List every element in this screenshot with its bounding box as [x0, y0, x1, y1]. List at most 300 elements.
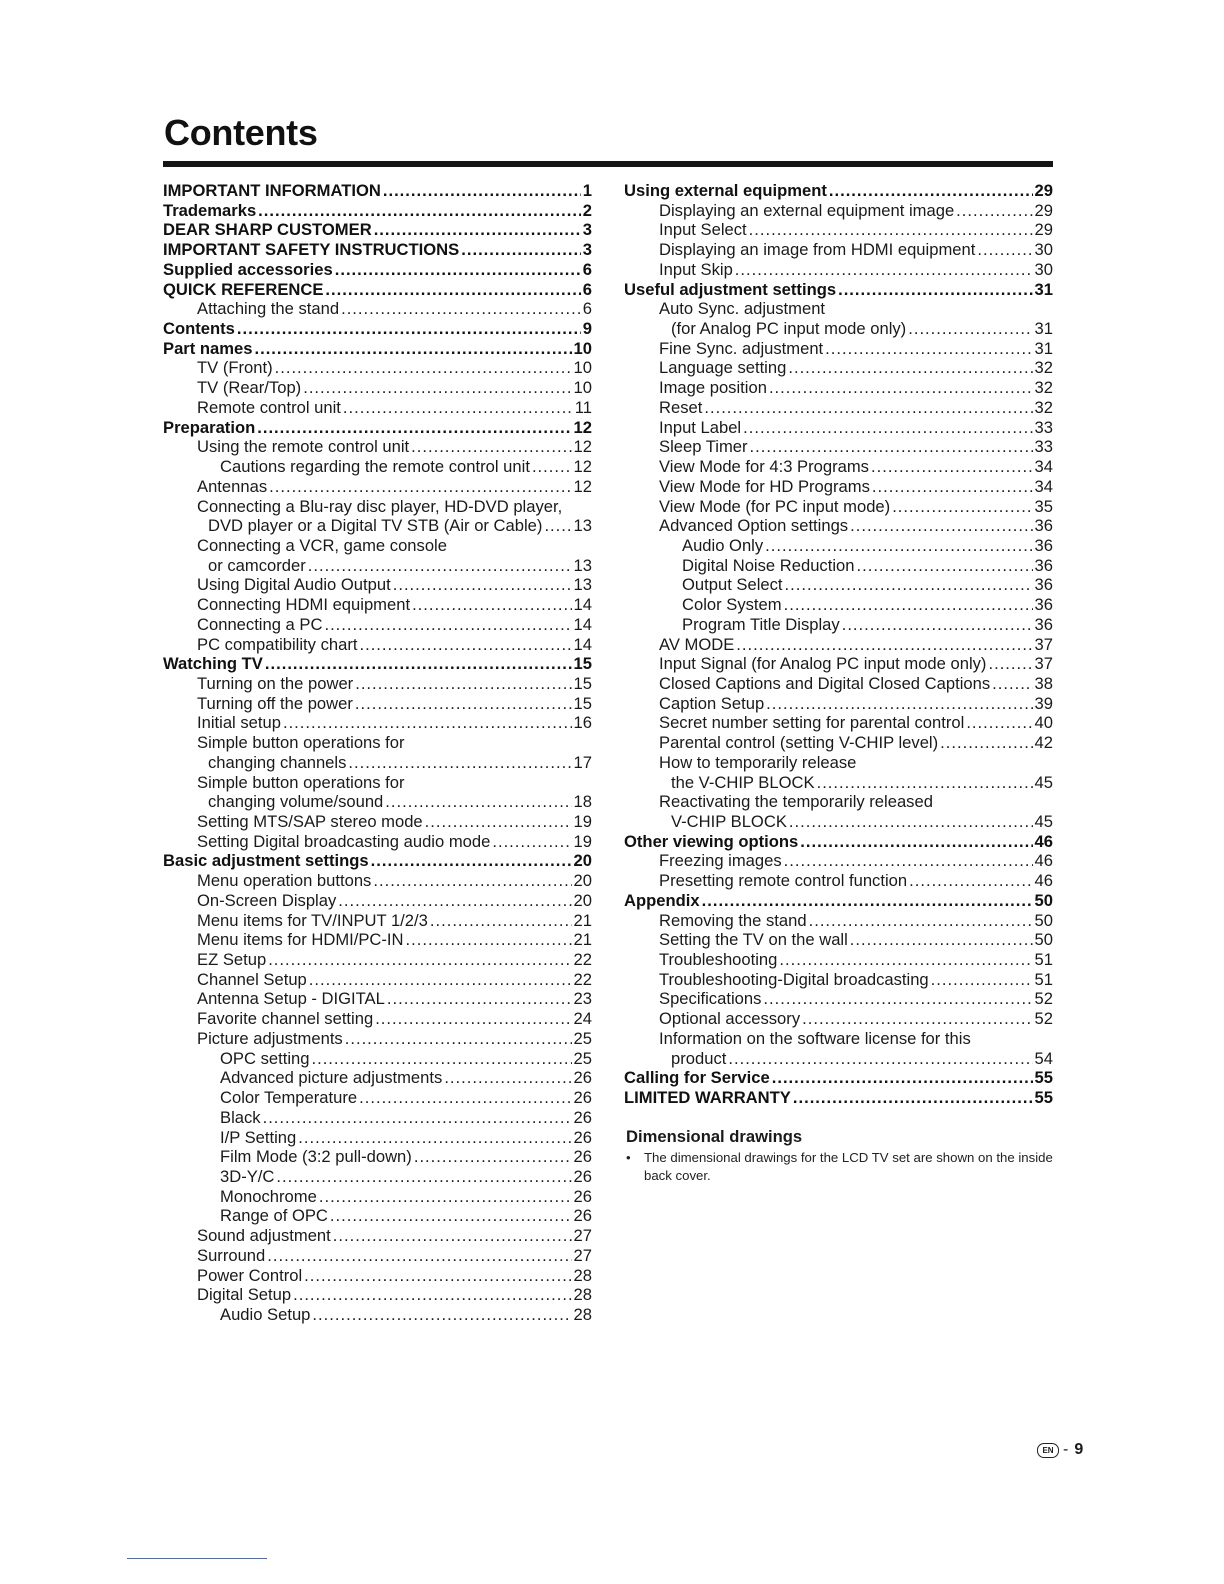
toc-entry-title: Advanced Option settings — [659, 516, 849, 536]
toc-entry-title: changing volume/sound — [208, 792, 384, 812]
toc-section-entry[interactable] — [163, 851, 592, 871]
toc-entry[interactable] — [163, 891, 592, 911]
toc-entry[interactable] — [624, 595, 1053, 615]
toc-section-entry[interactable] — [624, 1068, 1053, 1088]
toc-leader-dots — [414, 1147, 572, 1167]
toc-entry-title: Remote control unit — [197, 397, 341, 417]
toc-leader-dots — [956, 201, 1032, 221]
toc-section-entry[interactable] — [624, 280, 1053, 300]
toc-entry-title: Surround — [197, 1245, 266, 1265]
toc-entry-title: EZ Setup — [197, 950, 267, 970]
toc-entry-page: 13 — [573, 555, 592, 575]
toc-entry-page: 12 — [573, 437, 592, 457]
toc-entry-title: Useful adjustment settings — [624, 279, 837, 299]
toc-leader-dots — [374, 220, 581, 240]
toc-leader-dots — [343, 398, 573, 418]
toc-entry[interactable] — [624, 575, 1053, 595]
toc-entry-title: Preparation — [163, 417, 256, 437]
toc-entry[interactable] — [163, 773, 592, 793]
toc-leader-dots — [338, 891, 571, 911]
toc-entry[interactable] — [624, 201, 1053, 221]
toc-entry-title: (for Analog PC input mode only) — [671, 319, 907, 339]
toc-entry-title: Freezing images — [659, 851, 782, 871]
toc-entry-title: Using Digital Audio Output — [197, 575, 391, 595]
toc-entry-page: 12 — [573, 476, 592, 496]
toc-entry-page: 15 — [573, 654, 592, 674]
toc-entry[interactable] — [163, 1305, 592, 1325]
toc-leader-dots — [324, 615, 571, 635]
toc-entry[interactable] — [624, 989, 1053, 1009]
toc-entry[interactable] — [163, 1285, 592, 1305]
toc-section-entry[interactable] — [624, 832, 1053, 852]
toc-entry-page: 6 — [582, 299, 592, 319]
toc-entry-page: 2 — [582, 200, 592, 220]
toc-leader-dots — [728, 1049, 1032, 1069]
toc-leader-dots — [850, 930, 1033, 950]
toc-entry[interactable] — [163, 477, 592, 497]
toc-entry-title: Displaying an image from HDMI equipment — [659, 240, 976, 260]
toc-leader-dots — [333, 1226, 572, 1246]
toc-leader-dots — [788, 358, 1032, 378]
toc-entry[interactable] — [624, 930, 1053, 950]
toc-entry[interactable] — [163, 457, 592, 477]
toc-leader-dots — [411, 437, 571, 457]
dimensional-drawings-note-text: The dimensional drawings for the LCD TV set are shown on the inside back cover. — [644, 1150, 1053, 1183]
toc-entry-page: 32 — [1034, 378, 1053, 398]
toc-entry[interactable] — [624, 260, 1053, 280]
toc-entry[interactable] — [624, 1029, 1053, 1049]
toc-section-entry[interactable] — [624, 1088, 1053, 1108]
toc-entry-page: 16 — [573, 713, 592, 733]
toc-leader-dots — [275, 358, 572, 378]
toc-entry[interactable] — [624, 792, 1053, 812]
toc-entry-page: 20 — [573, 890, 592, 910]
toc-entry-page: 19 — [573, 831, 592, 851]
toc-entry[interactable] — [624, 1009, 1053, 1029]
toc-entry[interactable] — [624, 437, 1053, 457]
toc-section-entry[interactable] — [163, 339, 592, 359]
toc-entry[interactable] — [624, 970, 1053, 990]
toc-entry-title: PC compatibility chart — [197, 634, 358, 654]
toc-entry-title: Digital Noise Reduction — [682, 555, 855, 575]
toc-entry-page: 36 — [1034, 595, 1053, 615]
toc-entry-title: Initial setup — [197, 713, 281, 733]
toc-entry-title: Input Skip — [659, 259, 733, 279]
toc-entry[interactable] — [163, 1187, 592, 1207]
toc-entry-title: Attaching the stand — [197, 299, 340, 319]
toc-leader-dots — [871, 457, 1033, 477]
toc-leader-dots — [345, 1029, 572, 1049]
toc-entry-page: 46 — [1034, 871, 1053, 891]
toc-entry[interactable] — [163, 378, 592, 398]
toc-leader-dots — [325, 280, 580, 300]
toc-entry-title: Auto Sync. adjustment — [659, 299, 826, 319]
toc-entry[interactable] — [624, 674, 1053, 694]
toc-leader-dots — [375, 1009, 571, 1029]
toc-entry[interactable] — [163, 1266, 592, 1286]
toc-entry-page: 26 — [573, 1147, 592, 1167]
toc-entry[interactable] — [624, 615, 1053, 635]
toc-leader-dots — [444, 1068, 571, 1088]
toc-entry-page: 35 — [1034, 496, 1053, 516]
toc-leader-dots — [735, 260, 1033, 280]
toc-entry[interactable] — [624, 871, 1053, 891]
toc-entry[interactable] — [163, 1128, 592, 1148]
toc-entry-page: 27 — [573, 1245, 592, 1265]
toc-entry[interactable] — [163, 615, 592, 635]
toc-entry-title: Information on the software license for this — [659, 1028, 971, 1048]
toc-entry-title: Using external equipment — [624, 181, 827, 200]
toc-leader-dots — [784, 595, 1033, 615]
toc-entry-title: Reactivating the temporarily released — [659, 792, 933, 812]
toc-section-entry[interactable] — [163, 181, 592, 201]
toc-entry-page: 26 — [573, 1206, 592, 1226]
toc-entry[interactable] — [163, 1147, 592, 1167]
toc-entry-page: 36 — [1034, 555, 1053, 575]
toc-entry[interactable] — [163, 556, 592, 576]
toc-entry-page: 31 — [1034, 338, 1053, 358]
toc-entry-title: AV MODE — [659, 634, 735, 654]
toc-entry-page: 26 — [573, 1107, 592, 1127]
toc-entry[interactable] — [624, 1049, 1053, 1069]
toc-leader-dots — [355, 694, 572, 714]
toc-entry[interactable] — [163, 1108, 592, 1128]
toc-entry-title: I/P Setting — [220, 1127, 297, 1147]
toc-entry[interactable] — [624, 733, 1053, 753]
toc-entry[interactable] — [624, 398, 1053, 418]
toc-entry-page: 34 — [1034, 476, 1053, 496]
toc-entry-title: Troubleshooting — [659, 950, 778, 970]
toc-leader-dots — [988, 654, 1032, 674]
toc-entry[interactable] — [624, 418, 1053, 438]
toc-entry-title: Connecting a Blu-ray disc player, HD-DVD player, — [197, 496, 563, 516]
toc-entry-page: 39 — [1034, 693, 1053, 713]
toc-left-column — [163, 181, 592, 1325]
toc-entry-title: Troubleshooting-Digital broadcasting — [659, 969, 929, 989]
toc-entry-title: Sleep Timer — [659, 437, 748, 457]
toc-entry[interactable] — [624, 556, 1053, 576]
toc-entry-title: IMPORTANT INFORMATION — [163, 181, 381, 200]
toc-entry-page: 52 — [1034, 1009, 1053, 1029]
toc-entry-title: Connecting a VCR, game console — [197, 535, 447, 555]
toc-entry[interactable] — [624, 911, 1053, 931]
toc-entry-title: Favorite channel setting — [197, 1009, 374, 1029]
toc-entry[interactable] — [624, 319, 1053, 339]
toc-leader-dots — [825, 339, 1032, 359]
toc-section-entry[interactable] — [163, 418, 592, 438]
toc-leader-dots — [532, 457, 572, 477]
toc-leader-dots — [909, 871, 1032, 891]
toc-entry[interactable] — [163, 989, 592, 1009]
toc-entry[interactable] — [163, 536, 592, 556]
toc-entry[interactable] — [624, 299, 1053, 319]
toc-entry[interactable] — [624, 812, 1053, 832]
toc-entry-title: Reset — [659, 397, 703, 417]
toc-leader-dots — [265, 654, 572, 674]
toc-leader-dots — [800, 832, 1032, 852]
toc-entry-title: Simple button operations for — [197, 733, 405, 753]
toc-section-entry[interactable] — [163, 240, 592, 260]
toc-section-entry[interactable] — [624, 181, 1053, 201]
toc-entry[interactable] — [163, 871, 592, 891]
toc-entry-title: Setting MTS/SAP stereo mode — [197, 812, 423, 831]
toc-entry-page: 32 — [1034, 397, 1053, 417]
toc-entry-page: 11 — [574, 397, 592, 417]
dimensional-drawings-section — [626, 1127, 1056, 1184]
toc-leader-dots — [872, 477, 1033, 497]
toc-entry-title: Setting Digital broadcasting audio mode — [197, 831, 491, 851]
toc-entry-title: Picture adjustments — [197, 1028, 343, 1048]
toc-entry[interactable] — [163, 1226, 592, 1246]
toc-leader-dots — [789, 812, 1033, 832]
toc-entry[interactable] — [163, 635, 592, 655]
toc-leader-dots — [393, 575, 572, 595]
toc-leader-dots — [784, 851, 1033, 871]
toc-entry[interactable] — [624, 773, 1053, 793]
toc-entry[interactable] — [624, 497, 1053, 517]
toc-entry-page: 14 — [573, 595, 592, 615]
toc-entry-page: 28 — [573, 1285, 592, 1305]
toc-entry-page: 13 — [573, 575, 592, 595]
toc-entry[interactable] — [163, 713, 592, 733]
toc-entry[interactable] — [163, 398, 592, 418]
toc-entry-title: Power Control — [197, 1265, 303, 1285]
toc-entry-title: How to temporarily release — [659, 752, 857, 772]
toc-entry[interactable] — [163, 575, 592, 595]
toc-entry-title: View Mode (for PC input mode) — [659, 496, 891, 516]
toc-entry-title: Color System — [682, 595, 782, 615]
toc-entry[interactable] — [163, 516, 592, 536]
toc-entry[interactable] — [163, 1049, 592, 1069]
toc-entry-title: TV (Rear/Top) — [197, 378, 302, 398]
toc-leader-dots — [702, 891, 1033, 911]
toc-leader-dots — [966, 713, 1032, 733]
toc-entry-page: 30 — [1034, 259, 1053, 279]
toc-entry-page: 22 — [573, 969, 592, 989]
toc-section-entry[interactable] — [624, 891, 1053, 911]
toc-entry-page: 36 — [1034, 516, 1053, 536]
toc-leader-dots — [412, 595, 571, 615]
toc-entry-title: V-CHIP BLOCK — [671, 812, 787, 831]
toc-entry-page: 52 — [1034, 989, 1053, 1009]
toc-leader-dots — [319, 1187, 572, 1207]
toc-leader-dots — [856, 556, 1032, 576]
toc-entry[interactable] — [163, 358, 592, 378]
toc-entry-page: 9 — [582, 319, 592, 339]
toc-entry-title: Fine Sync. adjustment — [659, 338, 824, 358]
toc-entry-page: 25 — [573, 1048, 592, 1068]
toc-entry-page: 36 — [1034, 575, 1053, 595]
toc-section-entry[interactable] — [163, 201, 592, 221]
dimensional-drawings-note — [626, 1149, 1056, 1184]
toc-entry-page: 55 — [1034, 1088, 1053, 1108]
en-language-badge: EN — [1037, 1443, 1059, 1458]
toc-leader-dots — [335, 260, 581, 280]
toc-entry-title: Channel Setup — [197, 969, 307, 989]
toc-entry[interactable] — [163, 1167, 592, 1187]
toc-entry-page: 15 — [573, 693, 592, 713]
toc-entry[interactable] — [163, 694, 592, 714]
toc-entry[interactable] — [163, 950, 592, 970]
toc-entry-page: 12 — [573, 417, 592, 437]
toc-section-entry[interactable] — [163, 220, 592, 240]
toc-leader-dots — [359, 1088, 571, 1108]
toc-entry-title: View Mode for HD Programs — [659, 476, 870, 496]
toc-leader-dots — [254, 339, 571, 359]
toc-entry-title: Contents — [163, 319, 235, 339]
toc-leader-dots — [802, 1009, 1032, 1029]
toc-section-entry[interactable] — [163, 319, 592, 339]
toc-leader-dots — [492, 832, 571, 852]
toc-entry[interactable] — [163, 733, 592, 753]
toc-entry[interactable] — [624, 753, 1053, 773]
toc-entry[interactable] — [624, 358, 1053, 378]
toc-leader-dots — [311, 1049, 571, 1069]
footer-line — [127, 1558, 267, 1559]
toc-entry[interactable] — [163, 497, 592, 517]
toc-entry-page: 50 — [1034, 890, 1053, 910]
toc-entry-page: 18 — [573, 792, 592, 812]
toc-leader-dots — [298, 1128, 571, 1148]
toc-entry-title: Color Temperature — [220, 1088, 358, 1108]
toc-entry-page: 51 — [1034, 950, 1053, 970]
toc-entry-page: 21 — [573, 930, 592, 950]
toc-entry-page: 17 — [573, 752, 592, 772]
toc-entry[interactable] — [624, 339, 1053, 359]
toc-entry-title: Turning on the power — [197, 673, 354, 693]
toc-entry-title: Watching TV — [163, 654, 263, 674]
toc-entry-page: 46 — [1034, 851, 1053, 871]
toc-entry-title: Antennas — [197, 476, 268, 496]
toc-entry-title: Closed Captions and Digital Closed Captions — [659, 673, 991, 693]
toc-entry-title: changing channels — [208, 752, 347, 772]
toc-entry[interactable] — [624, 654, 1053, 674]
toc-entry[interactable] — [163, 437, 592, 457]
toc-entry-page: 14 — [573, 634, 592, 654]
toc-leader-dots — [309, 970, 572, 990]
toc-entry-page: 29 — [1034, 220, 1053, 240]
toc-entry[interactable] — [163, 930, 592, 950]
toc-leader-dots — [809, 911, 1033, 931]
toc-leader-dots — [330, 1206, 572, 1226]
toc-leader-dots — [341, 299, 581, 319]
dimensional-drawings-heading: Dimensional drawings — [626, 1127, 803, 1146]
toc-entry[interactable] — [163, 595, 592, 615]
toc-leader-dots — [772, 1068, 1033, 1088]
toc-entry-page: 33 — [1034, 417, 1053, 437]
toc-leader-dots — [269, 477, 571, 497]
toc-entry[interactable] — [163, 1088, 592, 1108]
toc-entry-title: OPC setting — [220, 1048, 310, 1068]
toc-entry-title: Using the remote control unit — [197, 437, 410, 457]
toc-entry-title: Monochrome — [220, 1186, 317, 1206]
toc-entry[interactable] — [163, 1029, 592, 1049]
toc-leader-dots — [817, 773, 1033, 793]
toc-entry-page: 13 — [573, 516, 592, 536]
toc-entry[interactable] — [163, 812, 592, 832]
toc-entry-page: 15 — [573, 673, 592, 693]
toc-entry[interactable] — [624, 635, 1053, 655]
toc-entry-page: 31 — [1034, 279, 1053, 299]
toc-entry-title: product — [671, 1048, 727, 1068]
toc-entry[interactable] — [163, 792, 592, 812]
toc-entry[interactable] — [163, 753, 592, 773]
toc-entry[interactable] — [624, 950, 1053, 970]
toc-entry-page: 10 — [573, 358, 592, 378]
toc-leader-dots — [769, 378, 1033, 398]
toc-entry[interactable] — [163, 674, 592, 694]
toc-section-entry[interactable] — [163, 260, 592, 280]
toc-entry[interactable] — [624, 516, 1053, 536]
toc-entry[interactable] — [624, 851, 1053, 871]
toc-section-entry[interactable] — [163, 654, 592, 674]
toc-entry[interactable] — [624, 378, 1053, 398]
toc-entry[interactable] — [163, 1206, 592, 1226]
toc-entry-title: IMPORTANT SAFETY INSTRUCTIONS — [163, 240, 460, 260]
toc-entry[interactable] — [163, 911, 592, 931]
toc-entry[interactable] — [624, 477, 1053, 497]
toc-entry-title: On-Screen Display — [197, 890, 337, 910]
toc-entry[interactable] — [163, 1068, 592, 1088]
toc-leader-dots — [736, 635, 1032, 655]
toc-leader-dots — [842, 615, 1033, 635]
toc-entry[interactable] — [624, 536, 1053, 556]
toc-leader-dots — [348, 753, 571, 773]
toc-entry-title: Supplied accessories — [163, 259, 333, 279]
toc-right-column — [624, 181, 1053, 1108]
toc-leader-dots — [383, 181, 581, 201]
toc-leader-dots — [461, 240, 581, 260]
toc-entry[interactable] — [624, 713, 1053, 733]
toc-entry[interactable] — [163, 1009, 592, 1029]
toc-leader-dots — [237, 319, 581, 339]
toc-entry-title: Black — [220, 1107, 261, 1127]
toc-entry-title: Input Signal (for Analog PC input mode only) — [659, 654, 987, 674]
toc-entry-page: 6 — [582, 259, 592, 279]
toc-section-entry[interactable] — [163, 280, 592, 300]
toc-entry-page: 40 — [1034, 713, 1053, 733]
toc-entry-title: Specifications — [659, 989, 762, 1009]
toc-entry[interactable] — [163, 1246, 592, 1266]
toc-entry[interactable] — [624, 694, 1053, 714]
toc-entry[interactable] — [624, 220, 1053, 240]
toc-entry-page: 24 — [573, 1009, 592, 1029]
toc-leader-dots — [992, 674, 1032, 694]
toc-entry[interactable] — [163, 299, 592, 319]
toc-leader-dots — [406, 930, 572, 950]
toc-leader-dots — [373, 871, 571, 891]
toc-entry-title: Calling for Service — [624, 1068, 770, 1088]
toc-entry-title: Optional accessory — [659, 1009, 801, 1029]
toc-entry-page: 26 — [573, 1088, 592, 1108]
toc-entry[interactable] — [163, 970, 592, 990]
toc-leader-dots — [303, 378, 571, 398]
toc-entry-title: Antenna Setup - DIGITAL — [197, 989, 385, 1009]
toc-entry[interactable] — [624, 457, 1053, 477]
toc-entry[interactable] — [624, 240, 1053, 260]
toc-entry-title: Menu items for TV/INPUT 1/2/3 — [197, 910, 428, 930]
toc-entry-page: 38 — [1034, 673, 1053, 693]
toc-entry-title: DVD player or a Digital TV STB (Air or Cable) — [208, 516, 543, 536]
toc-entry-page: 21 — [573, 910, 592, 930]
toc-entry-title: Image position — [659, 378, 767, 398]
toc-leader-dots — [850, 516, 1032, 536]
toc-entry[interactable] — [163, 832, 592, 852]
toc-leader-dots — [430, 911, 572, 931]
toc-entry-page: 37 — [1034, 634, 1053, 654]
toc-entry-page: 26 — [573, 1186, 592, 1206]
toc-entry-page: 6 — [582, 279, 592, 299]
